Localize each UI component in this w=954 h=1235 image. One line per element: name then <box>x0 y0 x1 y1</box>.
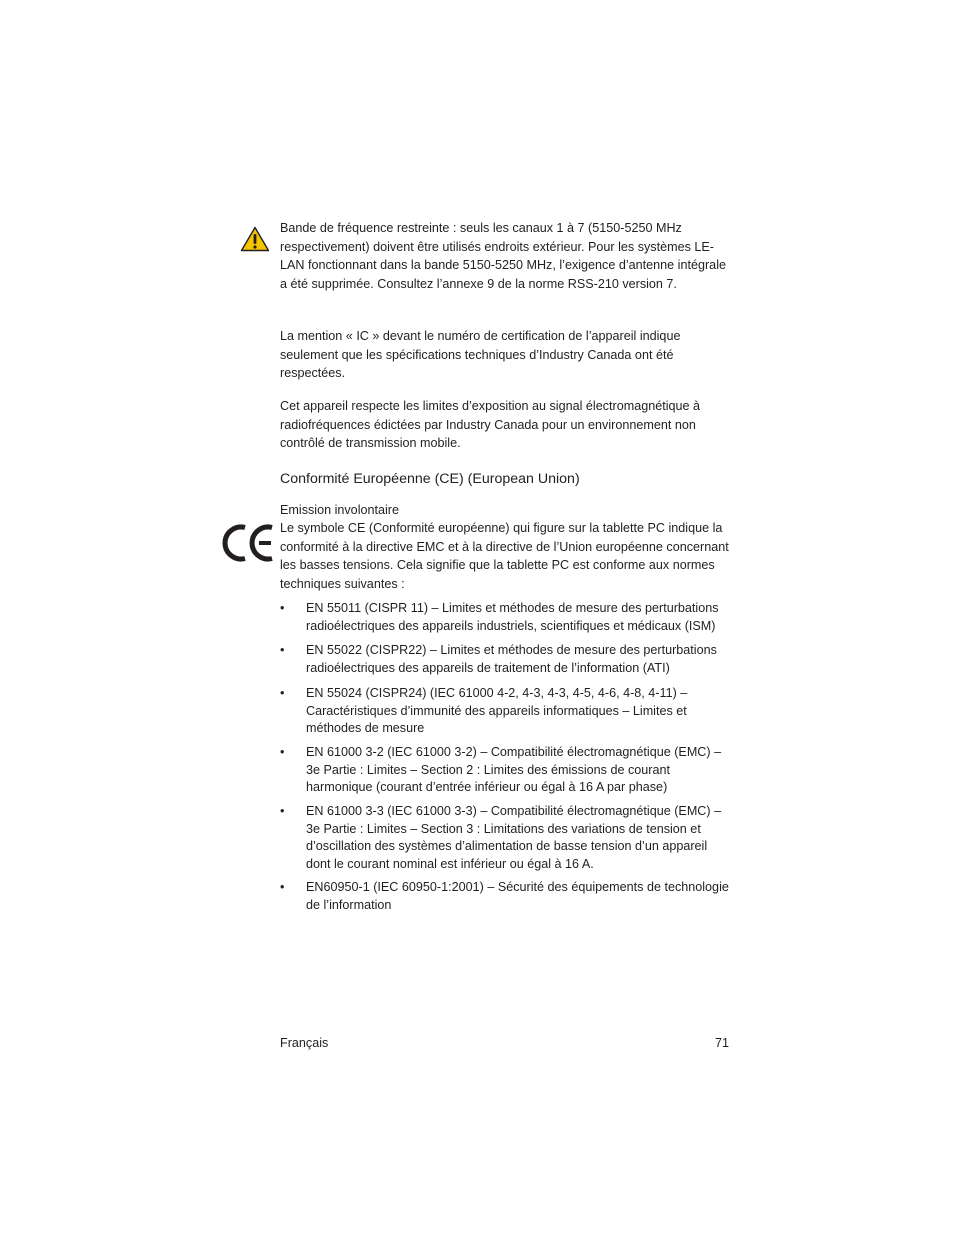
list-item-text: EN 55022 (CISPR22) – Limites et méthodes de mesure des perturbations radioélectriques des appareils de traitement de l’information (ATI) <box>306 643 717 675</box>
emission-subheading: Emission involontaire <box>280 503 399 517</box>
list-item-text: EN 61000 3-2 (IEC 61000 3-2) – Compatibilité électromagnétique (EMC) – 3e Partie : Limites – Section 2 : Limites des émissions de courant harmonique (courant d’entrée inférieur ou égal à 16 A par phase) <box>306 745 722 795</box>
bullet-icon: • <box>280 601 285 615</box>
exposure-paragraph: Cet appareil respecte les limites d’exposition au signal électromagnétique à radiofréquences édictées par Industry Canada pour un environnement non contrôlé de transmission mobile. <box>280 399 701 451</box>
ic-mention-paragraph: La mention « IC » devant le numéro de certification de l’appareil indique seulement que les spécifications techniques d’Industry Canada ont été respectées. <box>280 329 681 381</box>
list-item-text: EN 55011 (CISPR 11) – Limites et méthodes de mesure des perturbations radioélectriques des appareils industriels, scientifiques et médicaux (ISM) <box>306 601 719 633</box>
list-item-text: EN60950-1 (IEC 60950-1:2001) – Sécurité des équipements de technologie de l’information <box>306 880 729 912</box>
list-item-text: EN 55024 (CISPR24) (IEC 61000 4-2, 4-3, 4-3, 4-5, 4-6, 4-8, 4-11) – Caractéristiques d’immunité des appareils informatiques – Limites et méthodes de mesure <box>306 686 688 736</box>
bullet-icon: • <box>280 686 285 700</box>
footer-language: Français <box>280 1036 329 1050</box>
list-item-text: EN 61000 3-3 (IEC 61000 3-3) – Compatibilité électromagnétique (EMC) – 3e Partie : Limites – Section 3 : Limitations des variations de tension et d’oscillation des systèmes d’alimentation de basse tension d’un appareil dont le courant nominal est inférieur ou égal à 16 A. <box>306 804 722 871</box>
ce-intro-paragraph: Le symbole CE (Conformité européenne) qui figure sur la tablette PC indique la conformité à la directive EMC et à la directive de l’Union européenne concernant les basses tensions. Cela signifie que la tablette PC est conforme aux normes techniques suivantes : <box>280 521 729 591</box>
bullet-icon: • <box>280 880 285 894</box>
ce-section-heading: Conformité Européenne (CE) (European Union) <box>280 471 580 487</box>
bullet-icon: • <box>280 745 285 759</box>
warning-triangle-icon <box>240 226 270 252</box>
bullet-icon: • <box>280 804 285 818</box>
warning-text: Bande de fréquence restreinte : seuls les canaux 1 à 7 (5150-5250 MHz respectivement) doivent être utilisés endroits extérieur. Pour les systèmes LE-LAN fonctionnant dans la bande 5150-5250 MHz, l’exigence d’antenne intégrale a été supprimée. Consultez l’annexe 9 de la norme RSS-210 version 7. <box>280 221 726 291</box>
ce-mark-icon <box>222 523 276 563</box>
bullet-icon: • <box>280 643 285 657</box>
page-number: 71 <box>714 1036 729 1050</box>
